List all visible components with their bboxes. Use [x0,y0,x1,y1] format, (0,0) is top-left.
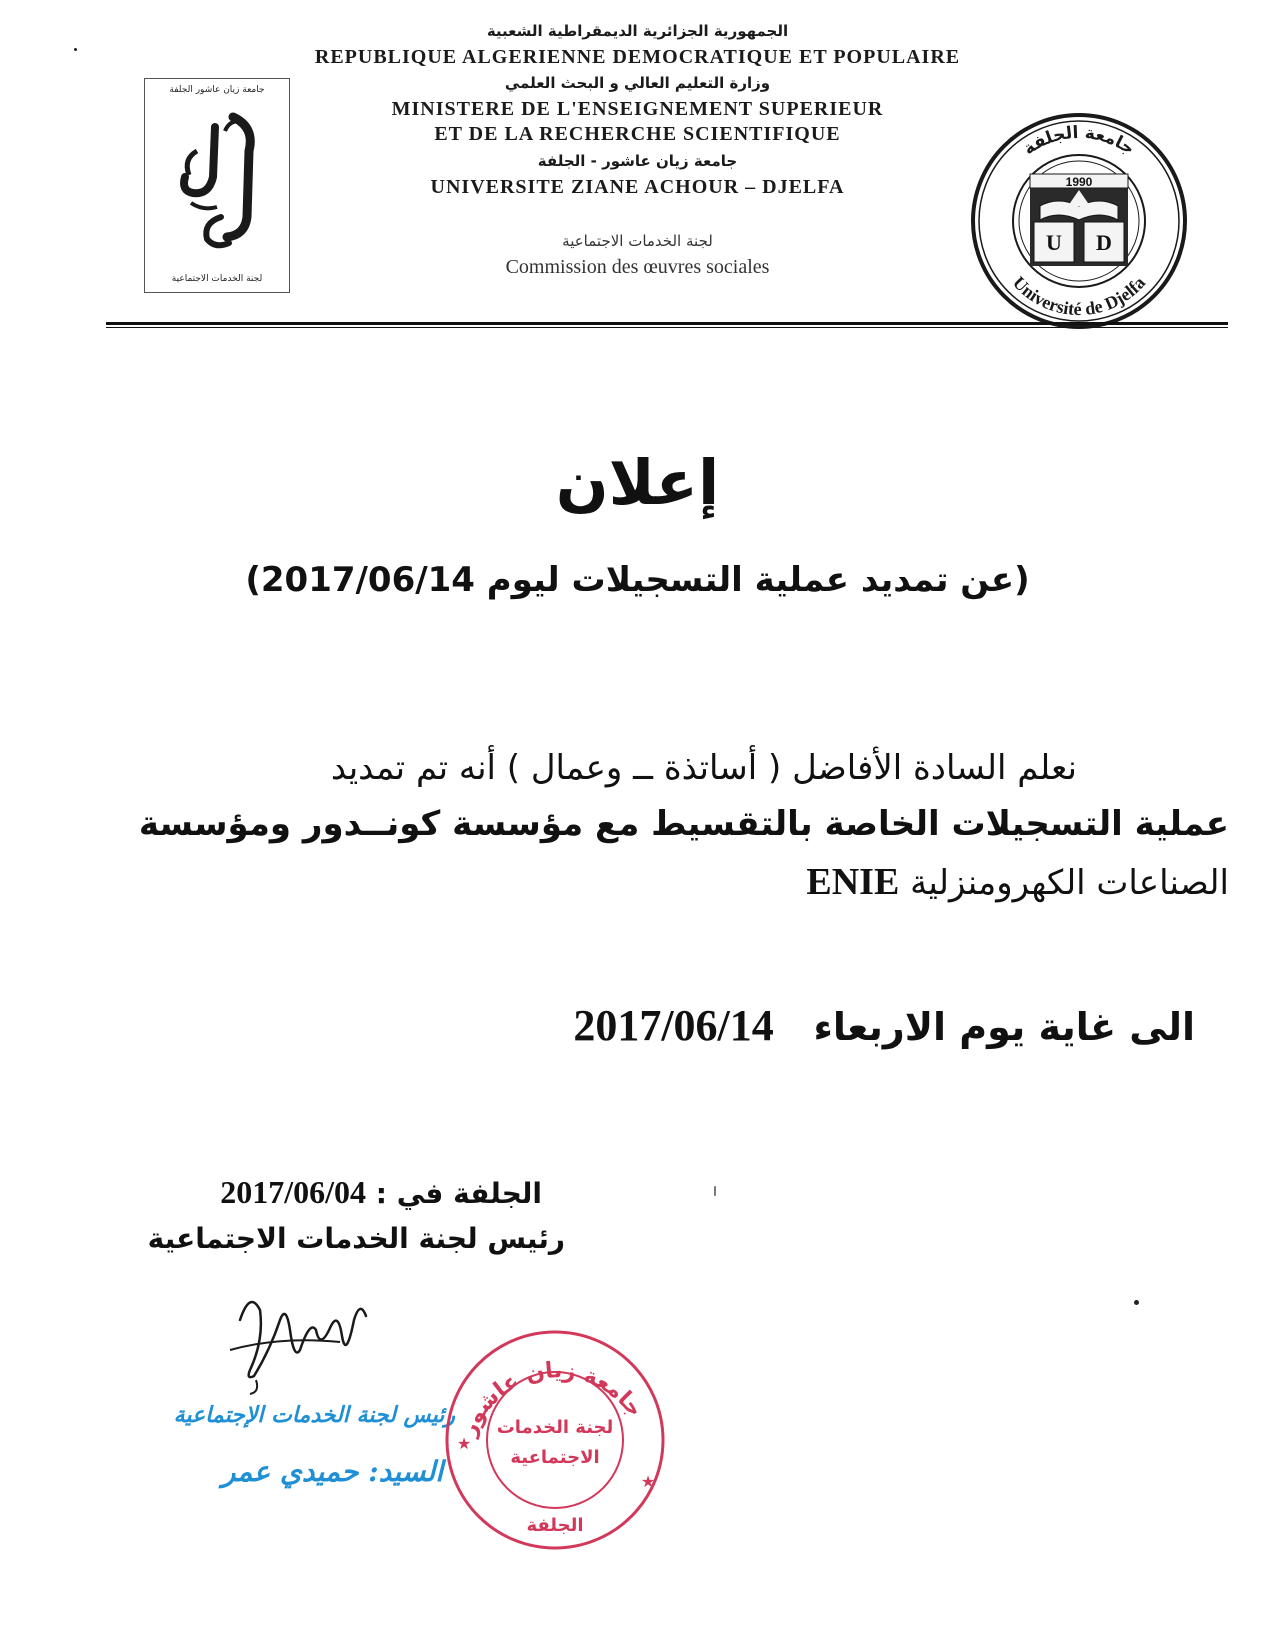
stamp-center-line2: الاجتماعية [510,1447,600,1468]
deadline-date: 2017/06/14 [573,1001,774,1050]
stamp-star-left-icon: ★ [456,1434,472,1453]
commission-french: Commission des œuvres sociales [505,256,770,278]
ministry-french-line1: MINISTERE DE L'ENSEIGNEMENT SUPERIEUR [391,98,884,120]
handwritten-signature [220,1280,380,1400]
body-line-3-arabic: الصناعات الكهرومنزلية [910,863,1229,903]
ministry-french-line2: ET DE LA RECHERCHE SCIENTIFIQUE [434,123,841,145]
republic-french: REPUBLIQUE ALGERIENNE DEMOCRATIQUE ET POPULAIRE [314,46,961,68]
president-title: رئيس لجنة الخدمات الاجتماعية [147,1222,565,1255]
body-line-1: نعلم السادة الأفاضل ( أساتذة ــ وعمال ) أنه تم تمديد [330,748,1077,788]
scan-speck [1134,1300,1139,1305]
blue-stamp-name: السيد: حميدي عمر [221,1455,443,1488]
university-french: UNIVERSITE ZIANE ACHOUR – DJELFA [430,176,845,198]
body-line-3 [806,860,1229,904]
ministry-arabic: وزارة التعليم العالي و البحث العلمي [504,74,771,92]
commission-logo [144,78,290,293]
stamp-center-line1: لجنة الخدمات [496,1417,614,1438]
body-line-3-enie: ENIE [806,861,900,903]
announcement-subtitle: (عن تمديد عملية التسجيلات ليوم 2017/06/14) [245,560,1030,600]
svg-text:جامعة الجلفة [1020,123,1138,159]
seal-letter-u: U [1046,230,1062,255]
deadline-text: الى غاية يوم الاربعاء [813,1005,1195,1049]
stamp-star-right-icon: ★ [640,1472,656,1491]
place-prefix: الجلفة في : [375,1177,542,1210]
body-line-2: عملية التسجيلات الخاصة بالتقسيط مع مؤسسة كونــدور ومؤسسة [138,804,1229,844]
svg-text:Université de Djelfa [1009,272,1149,319]
place-date-line [220,1174,542,1211]
scan-speck [714,1186,716,1196]
logo-top-text: جامعة زيان عاشور الجلفة [169,85,265,95]
scan-speck [74,48,77,51]
blue-stamp-title: رئيس لجنة الخدمات الإجتماعية [173,1402,455,1428]
seal-year: 1990 [1065,175,1093,189]
issue-date: 2017/06/04 [220,1174,367,1210]
seal-arc-top-text: جامعة الجلفة [1019,122,1139,160]
announcement-title: إعلان [555,446,720,519]
commission-round-stamp [440,1325,670,1555]
logo-bottom-text: لجنة الخدمات الاجتماعية [171,274,263,284]
university-arabic: جامعة زيان عاشور - الجلفة [537,152,738,170]
stamp-bottom-text: الجلفة [526,1515,584,1536]
republic-arabic: الجمهورية الجزائرية الديمقراطية الشعبية [486,22,789,40]
university-seal [968,110,1190,332]
stamp-arc-text: جامعة زيان عاشور [456,1358,648,1440]
commission-arabic: لجنة الخدمات الاجتماعية [562,232,713,250]
seal-letter-d: D [1096,230,1112,255]
seal-arc-bottom-text: Université de Djelfa [1008,272,1150,320]
deadline-line [573,1000,1195,1051]
header-divider [106,322,1228,328]
calligraphy-emblem-icon [163,107,273,257]
